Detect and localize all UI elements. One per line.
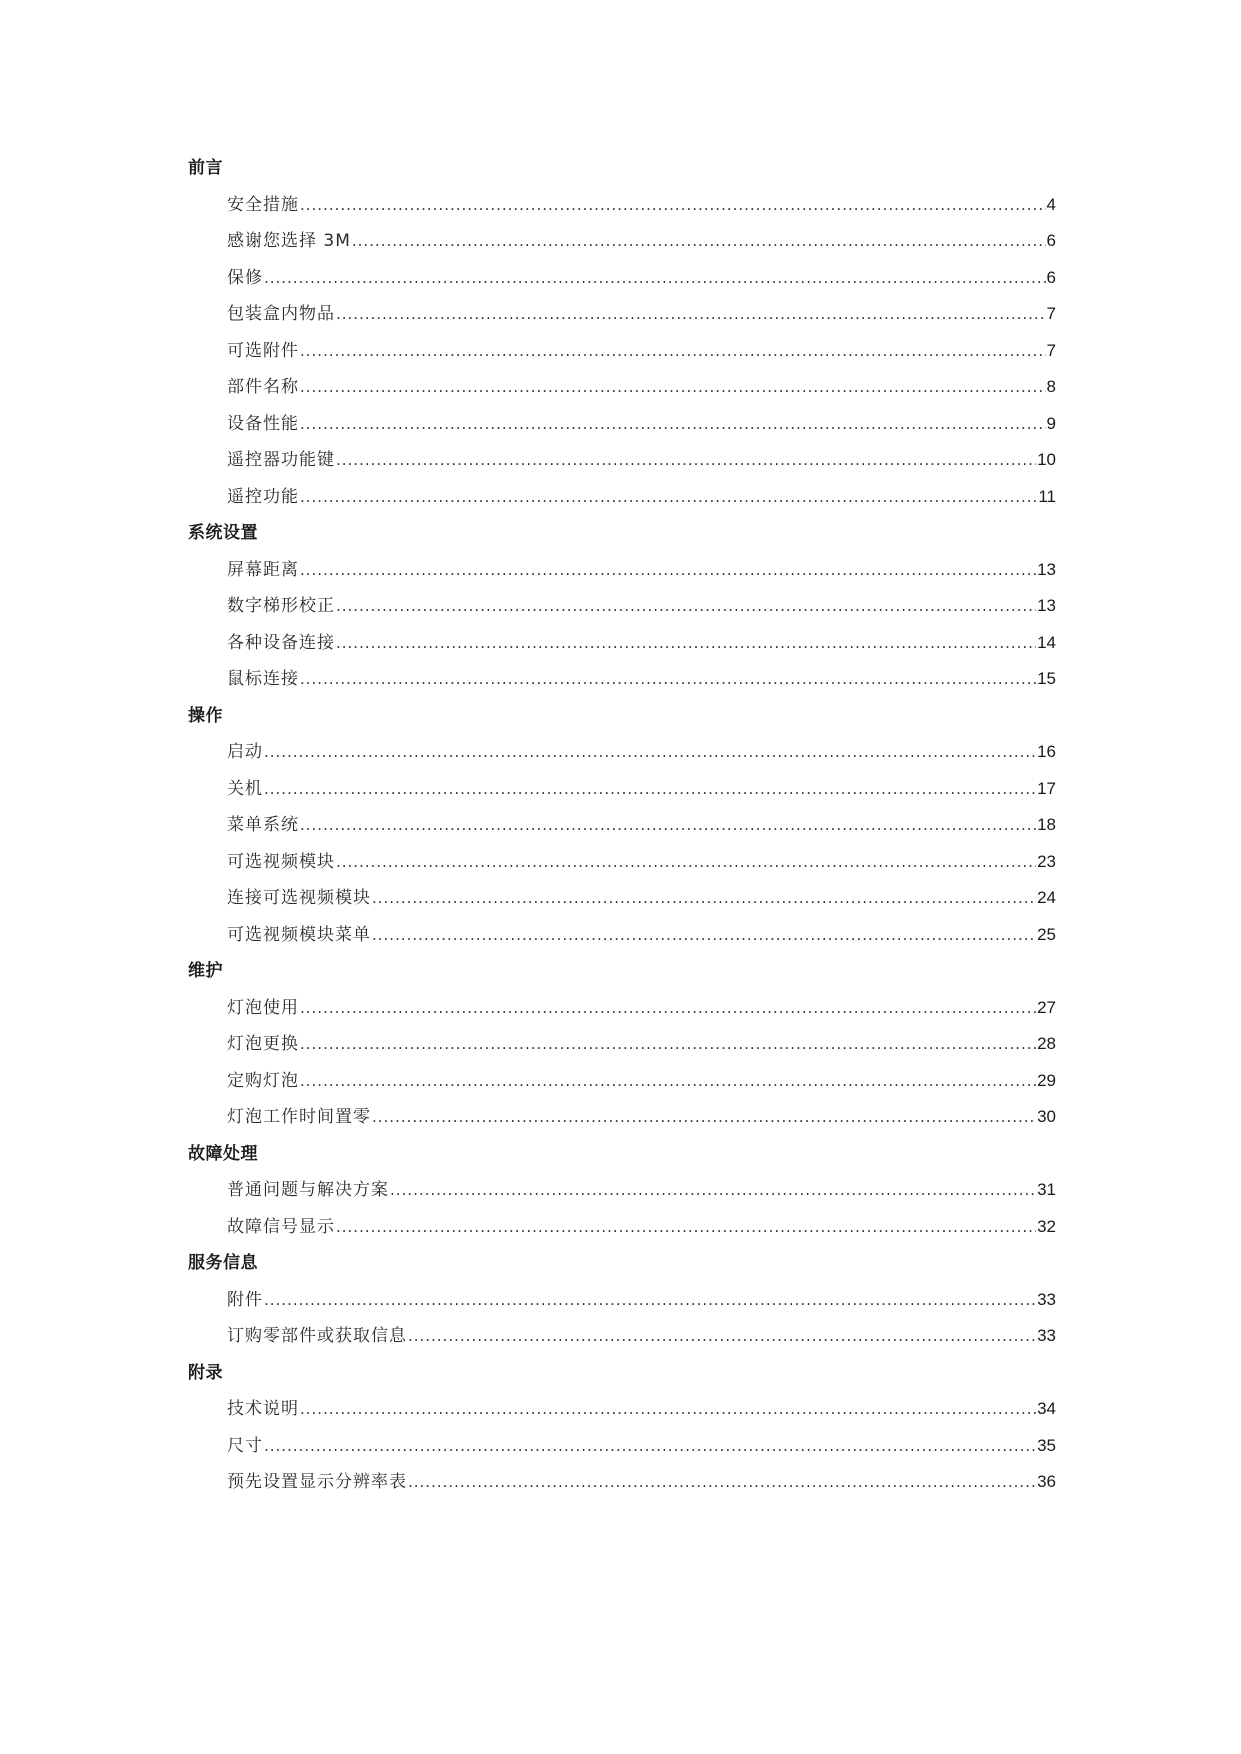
toc-entry[interactable] [188,1172,1056,1209]
toc-entry-page-number: 27 [1037,997,1056,1017]
toc-entry-title: 订购零部件或获取信息 [227,1326,407,1346]
dot-leader [300,187,1046,224]
toc-section-heading[interactable]: 服务信息 [188,1253,258,1273]
dot-leader [264,260,1046,297]
toc-entry-title: 灯泡使用 [227,997,299,1018]
toc-entry[interactable] [188,917,1056,954]
toc-entry[interactable] [188,1282,1056,1319]
toc-entry[interactable] [188,296,1056,333]
dot-leader [336,1209,1036,1246]
toc-entry[interactable] [188,1428,1056,1465]
dot-leader [372,880,1036,917]
toc-entry-page-number: 4 [1046,194,1056,214]
toc-section-heading[interactable]: 系统设置 [188,523,258,543]
dot-leader [352,223,1046,260]
toc-entry-page-number: 34 [1037,1399,1056,1418]
dot-leader [300,369,1046,406]
toc-section-heading[interactable]: 前言 [188,158,223,178]
toc-entry[interactable] [188,1026,1056,1063]
toc-entry-title: 感谢您选择 3M [227,231,351,251]
toc-entry[interactable] [188,880,1056,917]
dot-leader [336,296,1046,333]
toc-entry[interactable] [188,369,1056,406]
toc-entry-title: 故障信号显示 [227,1216,335,1237]
toc-entry[interactable] [188,625,1056,662]
dot-leader [336,844,1036,881]
toc-entry-title: 连接可选视频模块 [227,888,371,908]
toc-entry-title: 启动 [227,742,263,762]
toc-entry-page-number: 16 [1037,742,1056,761]
toc-entry-page-number: 15 [1037,669,1056,688]
toc-entry-title: 数字梯形校正 [227,596,335,616]
toc-entry-title: 可选附件 [227,340,299,361]
dot-leader [336,588,1036,625]
table-of-contents [188,150,1056,1501]
dot-leader [300,1026,1036,1063]
dot-leader [300,552,1036,589]
toc-entry-title: 遥控器功能键 [227,450,335,470]
toc-entry-title: 技术说明 [227,1399,299,1419]
toc-entry-title: 附件 [227,1289,263,1310]
toc-entry-page-number: 17 [1037,778,1056,798]
dot-leader [264,734,1036,771]
toc-entry-page-number: 32 [1037,1216,1056,1236]
toc-entry[interactable] [188,406,1056,443]
toc-entry-page-number: 33 [1037,1326,1056,1345]
toc-entry[interactable] [188,844,1056,881]
toc-entry-page-number: 29 [1037,1070,1056,1090]
toc-entry[interactable] [188,1464,1056,1501]
toc-entry-title: 尺寸 [227,1435,263,1456]
toc-entry-page-number: 9 [1046,413,1056,433]
toc-section-heading[interactable]: 附录 [188,1362,223,1383]
toc-entry[interactable] [188,1318,1056,1355]
toc-entry-title: 关机 [227,778,263,799]
dot-leader [408,1318,1036,1355]
dot-leader [264,1282,1036,1319]
toc-entry-page-number: 33 [1037,1289,1056,1309]
toc-entry[interactable] [188,734,1056,771]
dot-leader [300,807,1036,844]
toc-entry-title: 定购灯泡 [227,1070,299,1091]
dot-leader [300,661,1036,698]
dot-leader [300,1063,1036,1100]
toc-entry-title: 部件名称 [227,377,299,397]
toc-entry-title: 鼠标连接 [227,669,299,689]
toc-entry-page-number: 24 [1037,888,1056,907]
toc-section-heading[interactable]: 维护 [188,961,223,981]
toc-section-heading[interactable]: 故障处理 [188,1143,258,1164]
toc-entry-title: 设备性能 [227,413,299,434]
toc-entry-page-number: 31 [1037,1180,1056,1199]
toc-entry[interactable] [188,771,1056,808]
dot-leader [408,1464,1036,1501]
toc-entry-page-number: 23 [1037,851,1056,871]
toc-entry[interactable] [188,442,1056,479]
toc-entry-title: 安全措施 [227,194,299,215]
toc-entry-title: 各种设备连接 [227,632,335,653]
toc-entry-page-number: 13 [1037,596,1056,615]
dot-leader [372,1099,1036,1136]
toc-entry-page-number: 6 [1046,231,1056,250]
toc-entry-title: 菜单系统 [227,815,299,835]
dot-leader [264,1428,1036,1465]
dot-leader [300,406,1046,443]
toc-entry[interactable] [188,661,1056,698]
toc-entry[interactable] [188,552,1056,589]
dot-leader [372,917,1036,954]
toc-entry[interactable] [188,1209,1056,1246]
toc-entry-page-number: 7 [1046,304,1056,323]
dot-leader [300,1391,1036,1428]
toc-entry-page-number: 13 [1037,559,1056,579]
toc-entry[interactable] [188,807,1056,844]
toc-entry-title: 包装盒内物品 [227,304,335,324]
toc-entry-page-number: 7 [1046,340,1056,360]
toc-entry-page-number: 28 [1037,1034,1056,1053]
toc-entry-title: 灯泡更换 [227,1034,299,1054]
dot-leader [300,333,1046,370]
toc-entry[interactable] [188,588,1056,625]
toc-entry-title: 遥控功能 [227,486,299,507]
toc-entry-page-number: 36 [1037,1472,1056,1491]
toc-entry-page-number: 35 [1037,1435,1056,1455]
toc-entry-title: 普通问题与解决方案 [227,1180,389,1200]
toc-entry-title: 屏幕距离 [227,559,299,580]
toc-entry[interactable] [188,1099,1056,1136]
toc-entry[interactable] [188,1391,1056,1428]
toc-entry-title: 保修 [227,267,263,288]
toc-entry-page-number: 11 [1038,486,1056,506]
dot-leader [264,771,1036,808]
toc-entry-page-number: 25 [1037,924,1056,944]
toc-entry-page-number: 14 [1037,632,1056,652]
toc-section-heading[interactable]: 操作 [188,705,223,726]
toc-entry-title: 灯泡工作时间置零 [227,1107,371,1127]
toc-entry[interactable] [188,990,1056,1027]
toc-entry[interactable] [188,187,1056,224]
toc-entry-page-number: 18 [1037,815,1056,834]
dot-leader [300,479,1037,516]
dot-leader [390,1172,1036,1209]
toc-entry[interactable] [188,1063,1056,1100]
dot-leader [336,442,1036,479]
toc-entry[interactable] [188,333,1056,370]
toc-entry[interactable] [188,260,1056,297]
dot-leader [300,990,1036,1027]
toc-entry-title: 预先设置显示分辨率表 [227,1472,407,1492]
toc-entry-page-number: 8 [1046,377,1056,396]
toc-entry[interactable] [188,479,1056,516]
toc-entry-title: 可选视频模块菜单 [227,924,371,945]
toc-entry-page-number: 10 [1037,450,1056,469]
dot-leader [336,625,1036,662]
toc-entry[interactable] [188,223,1056,260]
toc-entry-title: 可选视频模块 [227,851,335,872]
toc-entry-page-number: 30 [1037,1107,1056,1126]
toc-entry-page-number: 6 [1046,267,1056,287]
